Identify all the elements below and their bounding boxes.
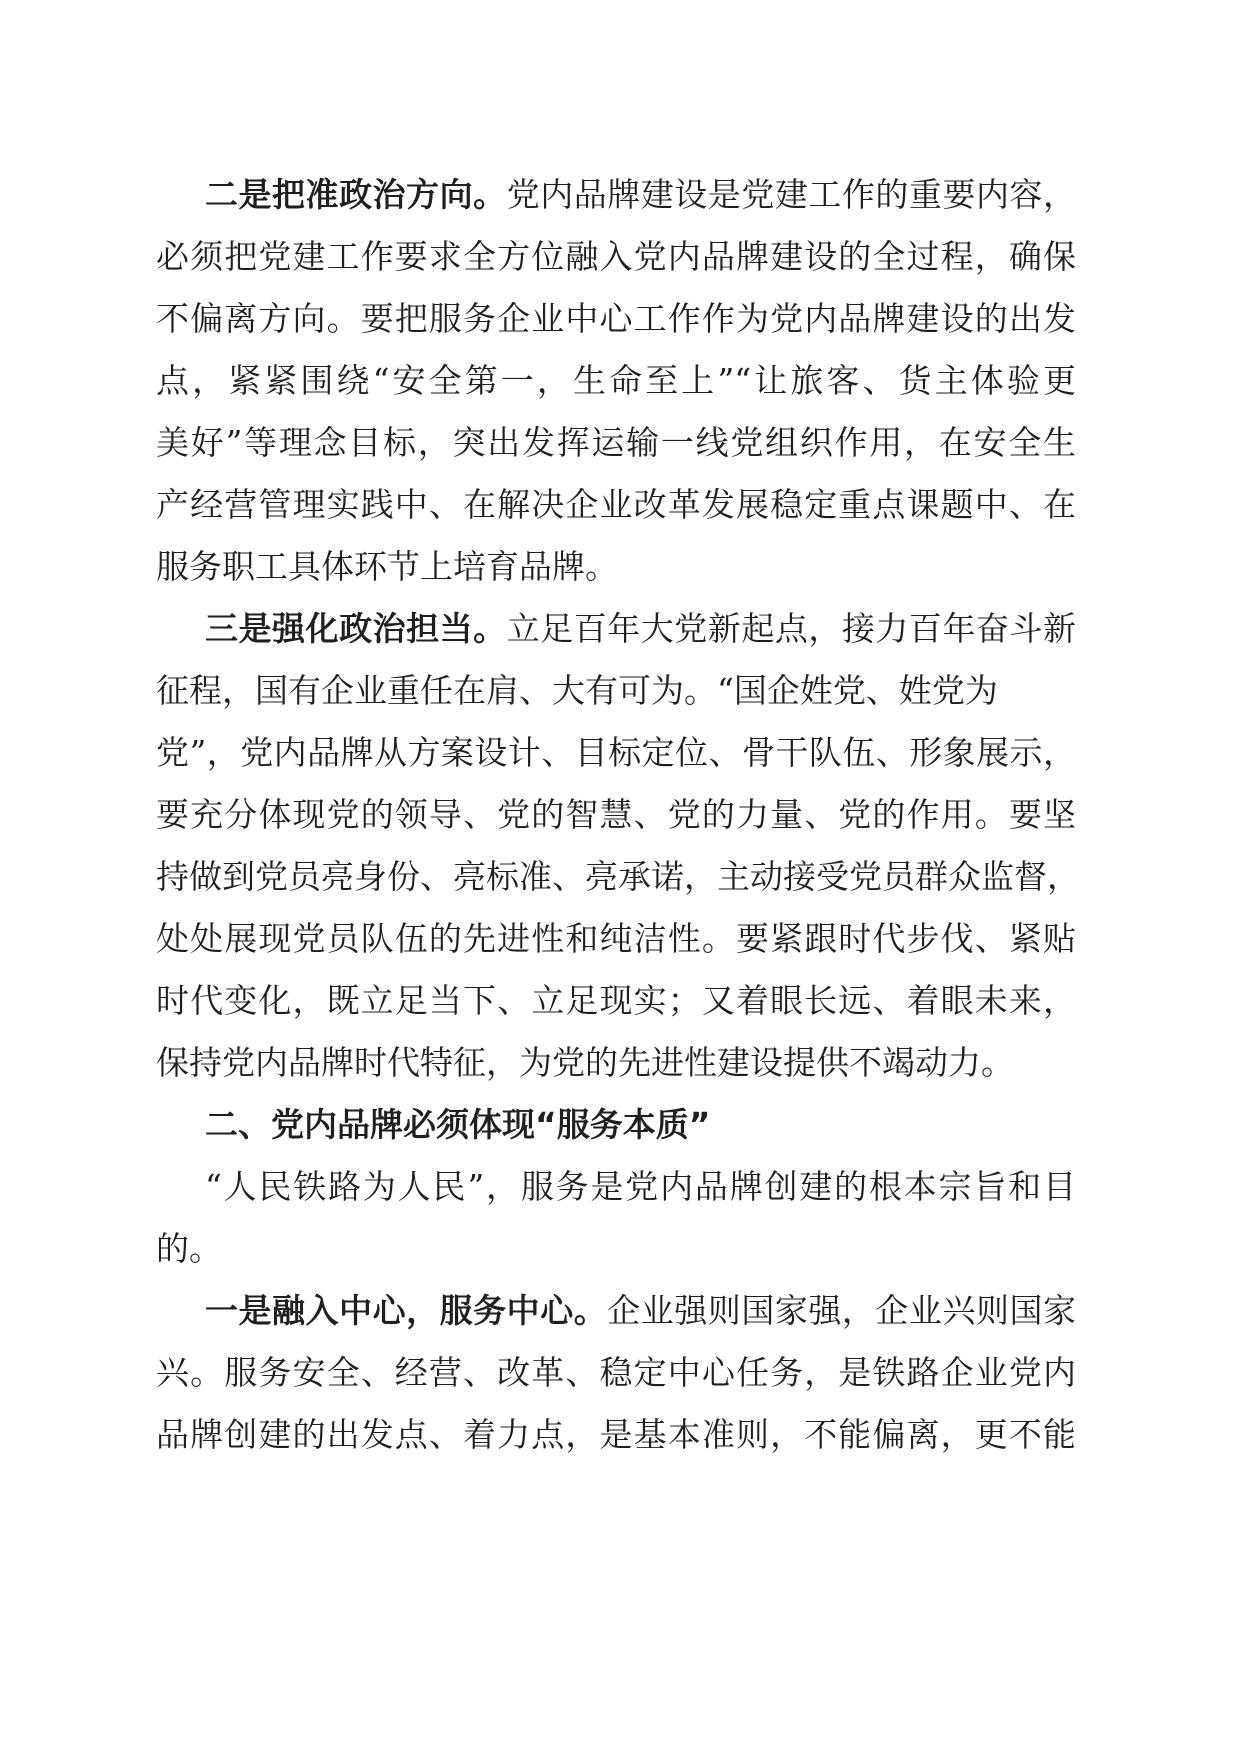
paragraph-line: [205, 164, 1076, 226]
paragraph-line: 党”，党内品牌从方案设计、目标定位、骨干队伍、形象展示，: [156, 733, 1076, 772]
paragraph-line: 品牌创建的出发点、着力点，是基本准则，不能偏离，更不能: [156, 1415, 1076, 1454]
paragraph-line: [205, 598, 1076, 660]
paragraph-line: 不偏离方向。要把服务企业中心工作作为党内品牌建设的出发: [156, 299, 1076, 338]
paragraph-text: 企业强则国家强，企业兴则国家: [607, 1291, 1077, 1330]
paragraph-lead: 二是把准政治方向。: [205, 175, 507, 214]
paragraph-text: 党内品牌建设是党建工作的重要内容，: [506, 175, 1077, 214]
paragraph-line: 点，紧紧围绕“安全第一，生命至上”“让旅客、货主体验更: [156, 361, 1076, 400]
paragraph-line: [205, 1280, 1076, 1342]
paragraph-line: 保持党内品牌时代特征，为党的先进性建设提供不竭动力。: [156, 1043, 1014, 1082]
paragraph-line: 必须把党建工作要求全方位融入党内品牌建设的全过程，确保: [156, 237, 1076, 276]
paragraph-line: “人民铁路为人民”，服务是党内品牌创建的根本宗旨和目: [205, 1167, 1076, 1206]
paragraph-line: 持做到党员亮身份、亮标准、亮承诺，主动接受党员群众监督，: [156, 857, 1080, 896]
paragraph-line: 时代变化，既立足当下、立足现实；又着眼长远、着眼未来，: [156, 981, 1076, 1020]
section-heading: 二、党内品牌必须体现“服务本质”: [205, 1105, 711, 1144]
paragraph-line: 要充分体现党的领导、党的智慧、党的力量、党的作用。要坚: [156, 795, 1076, 834]
paragraph-line: 服务职工具体环节上培育品牌。: [156, 547, 618, 586]
paragraph-text: 立足百年大党新起点，接力百年奋斗新: [506, 609, 1077, 648]
paragraph-line: 美好”等理念目标，突出发挥运输一线党组织作用，在安全生: [156, 423, 1076, 462]
paragraph-line: 兴。服务安全、经营、改革、稳定中心任务，是铁路企业党内: [156, 1353, 1076, 1392]
paragraph-line: 的。: [156, 1229, 222, 1268]
paragraph-line: 产经营管理实践中、在解决企业改革发展稳定重点课题中、在: [156, 485, 1076, 524]
paragraph-lead: 一是融入中心，服务中心。: [205, 1291, 608, 1330]
paragraph-lead: 三是强化政治担当。: [205, 609, 507, 648]
paragraph-line: 处处展现党员队伍的先进性和纯洁性。要紧跟时代步伐、紧贴: [156, 919, 1076, 958]
paragraph-line: 征程，国有企业重任在肩、大有可为。“国企姓党、姓党为: [156, 671, 998, 710]
